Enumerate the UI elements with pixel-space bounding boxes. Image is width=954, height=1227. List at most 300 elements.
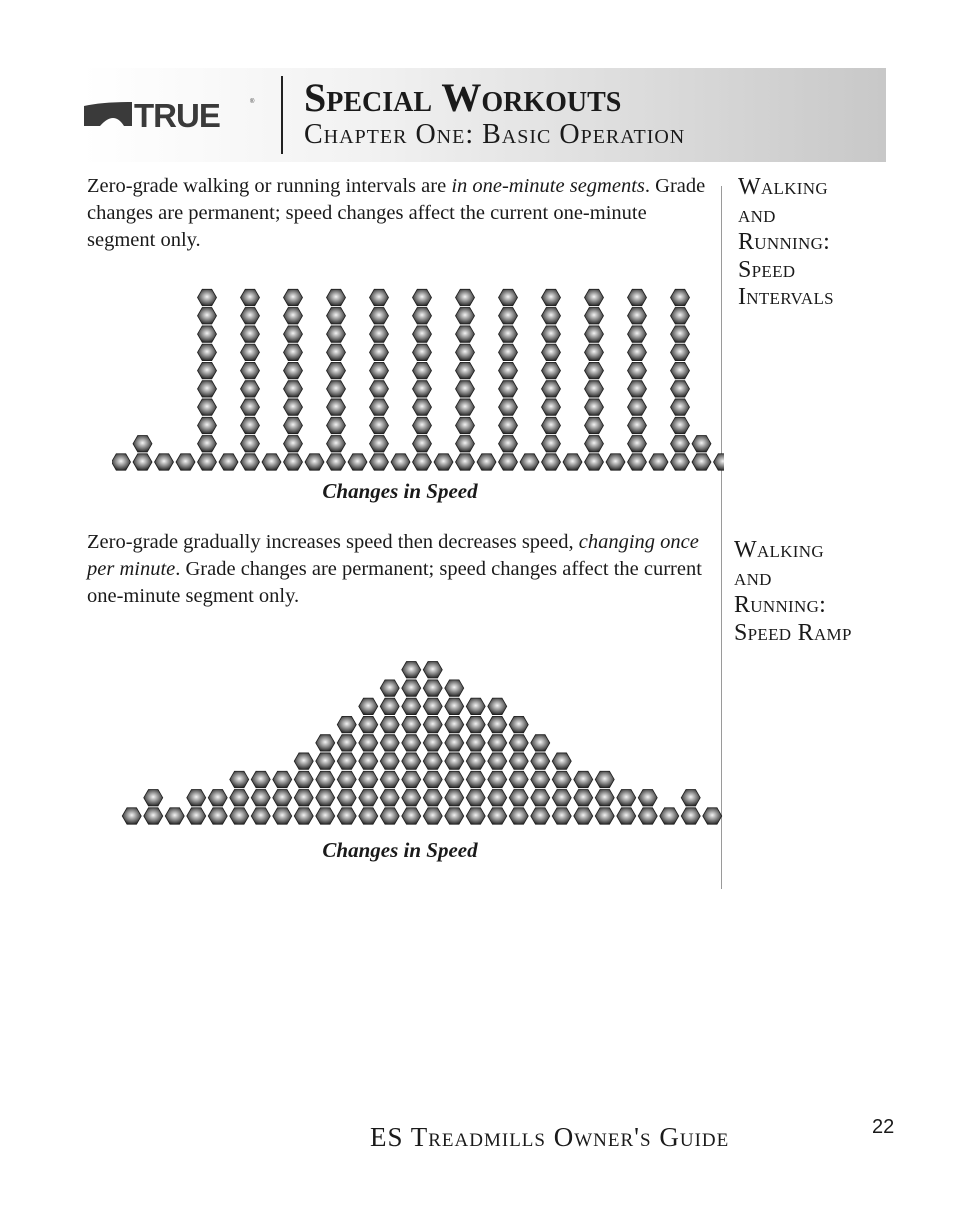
- chart-dot: [456, 436, 475, 452]
- chart-column: [477, 454, 496, 470]
- chart-dot: [241, 362, 260, 378]
- chart-dot: [370, 326, 389, 342]
- chart-column: [563, 454, 582, 470]
- speed-intervals-chart: [112, 282, 724, 474]
- chart-dot: [552, 753, 571, 769]
- chart-dot: [445, 771, 464, 787]
- chart-dot: [681, 790, 700, 806]
- chart-dot: [681, 808, 700, 824]
- section-2-text: [87, 529, 717, 610]
- chart-dot: [327, 454, 346, 470]
- chart-dot: [552, 808, 571, 824]
- chart-dot: [466, 735, 485, 751]
- chart-dot: [456, 308, 475, 324]
- chart-dot: [466, 771, 485, 787]
- chart-column: [219, 454, 238, 470]
- chart-dot: [198, 399, 217, 415]
- chart-dot: [413, 436, 432, 452]
- chart-column: [649, 454, 668, 470]
- chart-column: [348, 454, 367, 470]
- chart-dot: [466, 698, 485, 714]
- chart-column: [509, 716, 528, 824]
- chart-dot: [337, 753, 356, 769]
- chart-dot: [628, 308, 647, 324]
- chart-dot: [370, 362, 389, 378]
- chart-dot: [327, 326, 346, 342]
- chart-column: [456, 289, 475, 470]
- chart-dot: [542, 289, 561, 305]
- chart-dot: [370, 289, 389, 305]
- chart-column: [585, 289, 604, 470]
- chart-dot: [638, 790, 657, 806]
- chart-dot: [402, 680, 421, 696]
- chart-dot: [413, 454, 432, 470]
- chart-dot: [692, 454, 711, 470]
- side-heading-line: Speed: [738, 256, 796, 283]
- chart-dot: [595, 790, 614, 806]
- chart-dot: [359, 716, 378, 732]
- chart-dot: [585, 436, 604, 452]
- chart-dot: [359, 790, 378, 806]
- chart-dot: [370, 308, 389, 324]
- chart-column: [241, 289, 260, 470]
- chart-dot: [552, 771, 571, 787]
- chart-dot: [423, 735, 442, 751]
- chart-dot: [262, 454, 281, 470]
- chart-dot: [112, 454, 131, 470]
- chart-dot: [413, 417, 432, 433]
- chart-dot: [542, 362, 561, 378]
- chart-column: [628, 289, 647, 470]
- chart-dot: [499, 362, 518, 378]
- chart-dot: [327, 308, 346, 324]
- chart-dot: [284, 454, 303, 470]
- chart-dot: [316, 735, 335, 751]
- chart-dot: [595, 808, 614, 824]
- chart-dot: [165, 808, 184, 824]
- chart-dot: [391, 454, 410, 470]
- chart-dot: [585, 381, 604, 397]
- chart-dot: [617, 808, 636, 824]
- chart-column: [520, 454, 539, 470]
- chart-dot: [402, 716, 421, 732]
- chart-dot: [423, 698, 442, 714]
- chart-dot: [337, 808, 356, 824]
- chart-column: [187, 790, 206, 825]
- chart-dot: [251, 771, 270, 787]
- chart-dot: [198, 326, 217, 342]
- chart-dot: [509, 753, 528, 769]
- chart-dot: [520, 454, 539, 470]
- chart-dot: [337, 771, 356, 787]
- chart-column: [423, 662, 442, 825]
- side-heading-line: Intervals: [738, 284, 834, 310]
- chart-dot: [337, 716, 356, 732]
- chart-dot: [208, 790, 227, 806]
- chart-dot: [413, 308, 432, 324]
- chart-dot: [198, 344, 217, 360]
- chart-column: [230, 771, 249, 824]
- chart-column: [714, 454, 725, 470]
- section-2-text-emphasis: changing once per minute: [87, 531, 699, 580]
- chart-dot: [628, 344, 647, 360]
- chart-dot: [241, 454, 260, 470]
- logo-text: TRUE: [134, 97, 220, 134]
- chart-dot: [359, 735, 378, 751]
- chart-dot: [380, 716, 399, 732]
- chart-dot: [273, 771, 292, 787]
- chart-dot: [628, 381, 647, 397]
- chart-column: [359, 698, 378, 824]
- chart-column: [294, 753, 313, 824]
- chart-column: [681, 790, 700, 825]
- chart-dot: [585, 417, 604, 433]
- speed-ramp-chart: [112, 636, 724, 828]
- chart-dot: [241, 381, 260, 397]
- side-heading-line: Walking: [738, 174, 828, 200]
- chart-dot: [230, 808, 249, 824]
- chart-dot: [370, 454, 389, 470]
- chart-column: [112, 454, 131, 470]
- chart-dot: [595, 771, 614, 787]
- chart-dot: [370, 381, 389, 397]
- chart-dot: [402, 790, 421, 806]
- chart-dot: [531, 808, 550, 824]
- chart-column: [155, 454, 174, 470]
- chart-dot: [671, 344, 690, 360]
- chart-dot: [198, 381, 217, 397]
- chart-dot: [402, 753, 421, 769]
- chart-dot: [542, 417, 561, 433]
- chart-dot: [359, 771, 378, 787]
- chart-column: [606, 454, 625, 470]
- chart-dot: [327, 417, 346, 433]
- chart-column: [542, 289, 561, 470]
- chart-dot: [606, 454, 625, 470]
- chart-dot: [509, 808, 528, 824]
- chart-dot: [531, 735, 550, 751]
- chart-dot: [628, 399, 647, 415]
- chart-dot: [284, 326, 303, 342]
- chart-column: [198, 289, 217, 470]
- chart-dot: [477, 454, 496, 470]
- chart-dot: [671, 308, 690, 324]
- chart-dot: [380, 680, 399, 696]
- chart-dot: [402, 808, 421, 824]
- chart-column: [251, 771, 270, 824]
- chart-dot: [542, 381, 561, 397]
- chart-column: [499, 289, 518, 470]
- chart-dot: [241, 326, 260, 342]
- chart-dot: [337, 735, 356, 751]
- chart-dot: [434, 454, 453, 470]
- chart-dot: [423, 771, 442, 787]
- chart-dot: [284, 436, 303, 452]
- chart-dot: [456, 454, 475, 470]
- page-header: [82, 68, 886, 162]
- chart-dot: [316, 771, 335, 787]
- chart-dot: [423, 680, 442, 696]
- chart-dot: [499, 344, 518, 360]
- chart-column: [380, 680, 399, 824]
- chart-dot: [542, 399, 561, 415]
- section-1-text-part-2: . Grade changes are permanent; speed changes affect the current one-minute segment only.: [87, 175, 706, 251]
- chart-dot: [273, 808, 292, 824]
- chart-dot: [585, 344, 604, 360]
- chapter-subtitle: Chapter One: Basic Operation: [304, 119, 686, 150]
- chart-dot: [380, 735, 399, 751]
- chart-dot: [628, 417, 647, 433]
- chart-dot: [380, 753, 399, 769]
- chart-dot: [284, 362, 303, 378]
- chart-dot: [499, 308, 518, 324]
- chart-dot: [649, 454, 668, 470]
- chart-dot: [198, 308, 217, 324]
- chart-dot: [305, 454, 324, 470]
- chart-dot: [456, 344, 475, 360]
- chart-dot: [499, 381, 518, 397]
- side-heading-line: Walking: [734, 537, 824, 563]
- section-2-text-part-2: . Grade changes are permanent; speed changes affect the current one-minute segment only.: [87, 558, 702, 607]
- side-heading-line: and: [734, 564, 772, 591]
- chart-dot: [198, 454, 217, 470]
- chart-dot: [122, 808, 141, 824]
- chart-dot: [445, 808, 464, 824]
- chart-dot: [251, 790, 270, 806]
- true-logo: [84, 97, 256, 134]
- chart-dot: [413, 399, 432, 415]
- chart-column: [703, 808, 722, 824]
- chart-column: [144, 790, 163, 825]
- chart-dot: [327, 289, 346, 305]
- chart-dot: [316, 790, 335, 806]
- chart-dot: [509, 735, 528, 751]
- chart-dot: [499, 326, 518, 342]
- chart-column: [327, 289, 346, 470]
- chart-dot: [456, 289, 475, 305]
- chart-dot: [423, 808, 442, 824]
- chart-column: [617, 790, 636, 825]
- chart-column: [638, 790, 657, 825]
- chart-dot: [509, 716, 528, 732]
- chart-dot: [638, 808, 657, 824]
- chart-dot: [585, 362, 604, 378]
- chart-dot: [284, 344, 303, 360]
- chart-dot: [284, 399, 303, 415]
- chart-dot: [509, 790, 528, 806]
- chart-column: [692, 436, 711, 471]
- section-2-side-heading: [734, 537, 852, 647]
- side-heading-line: Running:: [738, 229, 831, 255]
- chart-column: [262, 454, 281, 470]
- chart-column: [660, 808, 679, 824]
- chart-dot: [241, 399, 260, 415]
- chart-column: [273, 771, 292, 824]
- chart-dot: [456, 381, 475, 397]
- chart-dot: [327, 399, 346, 415]
- chart-dot: [413, 362, 432, 378]
- chart-dot: [284, 308, 303, 324]
- chart-column: [402, 662, 421, 825]
- chart-dot: [499, 454, 518, 470]
- chart-column: [574, 771, 593, 824]
- chart-dot: [456, 326, 475, 342]
- chart-2-caption: Changes in Speed: [322, 838, 478, 862]
- chart-dot: [574, 790, 593, 806]
- chart-column: [370, 289, 389, 470]
- chart-dot: [671, 454, 690, 470]
- chart-dot: [423, 790, 442, 806]
- chart-dot: [488, 735, 507, 751]
- chart-dot: [445, 716, 464, 732]
- chart-column: [595, 771, 614, 824]
- chart-dot: [413, 326, 432, 342]
- chart-dot: [542, 436, 561, 452]
- chart-dot: [628, 362, 647, 378]
- chart-dot: [402, 698, 421, 714]
- chart-dot: [628, 289, 647, 305]
- chart-dot: [198, 289, 217, 305]
- chart-dot: [402, 662, 421, 678]
- side-heading-line: Running:: [734, 592, 827, 618]
- chart-dot: [176, 454, 195, 470]
- chart-dot: [628, 436, 647, 452]
- chart-dot: [499, 289, 518, 305]
- chart-dot: [692, 436, 711, 452]
- chart-dot: [294, 790, 313, 806]
- chart-column: [122, 808, 141, 824]
- section-1-side-heading: [738, 174, 834, 312]
- chart-dot: [585, 289, 604, 305]
- chart-dot: [370, 399, 389, 415]
- true-logo-mark-icon: [84, 102, 132, 126]
- chart-column: [208, 790, 227, 825]
- chart-dot: [466, 753, 485, 769]
- section-1-text: [87, 173, 717, 254]
- chart-column: [305, 454, 324, 470]
- chart-dot: [230, 790, 249, 806]
- chart-dot: [380, 698, 399, 714]
- chart-dot: [423, 716, 442, 732]
- chart-dot: [294, 808, 313, 824]
- chart-dot: [241, 344, 260, 360]
- chart-dot: [370, 344, 389, 360]
- chart-dot: [402, 735, 421, 751]
- side-heading-line: Speed Ramp: [734, 619, 852, 646]
- chart-dot: [456, 417, 475, 433]
- chart-dot: [327, 381, 346, 397]
- chart-dot: [574, 771, 593, 787]
- chart-dot: [445, 680, 464, 696]
- chart-dot: [488, 771, 507, 787]
- chart-dot: [445, 790, 464, 806]
- chart-dot: [413, 344, 432, 360]
- chart-dot: [219, 454, 238, 470]
- chart-dot: [671, 326, 690, 342]
- logo-trademark: ®: [250, 99, 255, 105]
- chart-dot: [294, 753, 313, 769]
- chart-dot: [380, 808, 399, 824]
- chart-dot: [284, 381, 303, 397]
- chart-dot: [714, 454, 725, 470]
- chart-dot: [445, 698, 464, 714]
- chart-column: [413, 289, 432, 470]
- chart-dot: [208, 808, 227, 824]
- chart-dot: [423, 662, 442, 678]
- chart-dot: [499, 399, 518, 415]
- section-2-text-part-1: Zero-grade gradually increases speed then decreases speed,: [87, 531, 579, 553]
- chart-dot: [585, 326, 604, 342]
- chart-dot: [413, 289, 432, 305]
- chart-dot: [370, 436, 389, 452]
- chart-dot: [585, 399, 604, 415]
- chart-dot: [359, 698, 378, 714]
- chart-dot: [585, 308, 604, 324]
- chart-dot: [445, 735, 464, 751]
- chart-column: [488, 698, 507, 824]
- chart-column: [671, 289, 690, 470]
- page-number: 22: [872, 1116, 895, 1138]
- chart-dot: [542, 326, 561, 342]
- chart-dot: [241, 308, 260, 324]
- chart-dot: [585, 454, 604, 470]
- chart-dot: [531, 790, 550, 806]
- chart-dot: [466, 808, 485, 824]
- section-1-text-emphasis: in one-minute segments: [451, 175, 645, 197]
- chart-dot: [241, 417, 260, 433]
- chart-dot: [316, 753, 335, 769]
- chart-dot: [617, 790, 636, 806]
- chart-dot: [628, 326, 647, 342]
- chart-column: [552, 753, 571, 824]
- chart-dot: [144, 790, 163, 806]
- chart-dot: [552, 790, 571, 806]
- side-heading-line: and: [738, 201, 776, 228]
- chart-dot: [488, 753, 507, 769]
- chart-dot: [671, 289, 690, 305]
- chart-dot: [198, 417, 217, 433]
- chart-dot: [509, 771, 528, 787]
- chart-dot: [370, 417, 389, 433]
- chart-dot: [348, 454, 367, 470]
- chart-column: [176, 454, 195, 470]
- chart-column: [165, 808, 184, 824]
- chart-dot: [671, 399, 690, 415]
- chart-column: [133, 436, 152, 471]
- chart-dot: [187, 790, 206, 806]
- chart-dot: [671, 436, 690, 452]
- chart-dot: [327, 362, 346, 378]
- chart-dot: [144, 808, 163, 824]
- chart-column: [391, 454, 410, 470]
- chart-dot: [133, 436, 152, 452]
- chart-dot: [466, 716, 485, 732]
- chart-dot: [542, 344, 561, 360]
- chart-dot: [230, 771, 249, 787]
- chart-dot: [445, 753, 464, 769]
- chart-dot: [671, 417, 690, 433]
- chart-column: [531, 735, 550, 825]
- chart-dot: [327, 344, 346, 360]
- chart-dot: [402, 771, 421, 787]
- page-title: Special Workouts: [304, 75, 622, 120]
- chart-dot: [456, 399, 475, 415]
- chart-dot: [284, 417, 303, 433]
- chart-dot: [671, 381, 690, 397]
- chart-dot: [660, 808, 679, 824]
- chart-dot: [563, 454, 582, 470]
- chart-dot: [241, 436, 260, 452]
